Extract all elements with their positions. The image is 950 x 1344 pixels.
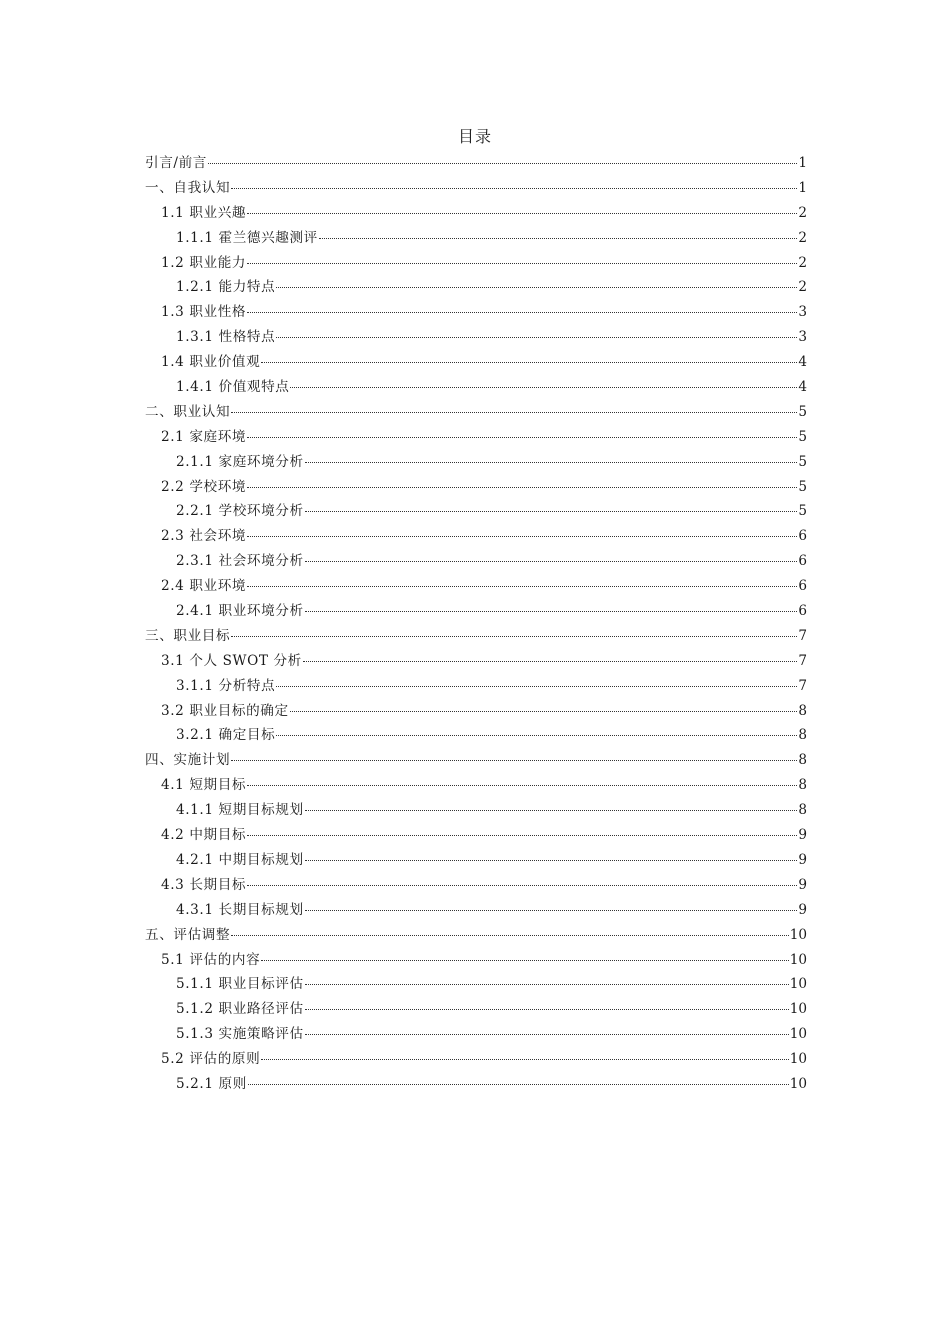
dot-leader	[290, 373, 797, 388]
toc-entry-label: 5.2 评估的原则	[161, 1051, 261, 1068]
dot-leader	[247, 522, 797, 537]
toc-entry-label: 三、职业目标	[145, 627, 231, 644]
toc-entry-page-number: 3	[798, 329, 807, 346]
toc-entry-label: 1.1 职业兴趣	[161, 204, 247, 221]
toc-entry-page-number: 10	[789, 976, 807, 993]
dot-leader	[261, 1045, 788, 1060]
dot-leader	[305, 448, 798, 463]
toc-entry-label: 1.4 职业价值观	[161, 354, 261, 371]
toc-entry-page-number: 7	[798, 652, 807, 669]
toc-entry-label: 引言/前言	[145, 155, 207, 171]
toc-entry-label: 2.1.1 家庭环境分析	[176, 453, 304, 470]
toc-entry-page-number: 6	[798, 578, 807, 595]
toc-entry-label: 4.2 中期目标	[161, 827, 247, 844]
toc-entry-page-number: 7	[798, 677, 807, 694]
toc-entry-label: 2.4.1 职业环境分析	[176, 603, 304, 620]
toc-entry-page-number: 9	[798, 851, 807, 868]
toc-entry-page-number: 2	[798, 204, 807, 221]
toc-entry-page-number: 2	[798, 279, 807, 296]
toc-entry-page-number: 6	[798, 603, 807, 620]
toc-entry-page-number: 9	[798, 901, 807, 918]
toc-entry-label: 5.1 评估的内容	[161, 951, 261, 968]
dot-leader	[276, 672, 797, 687]
toc-entry-page-number: 6	[798, 553, 807, 570]
dot-leader	[247, 473, 797, 488]
dot-leader	[231, 398, 797, 413]
dot-leader	[231, 921, 789, 936]
toc-entry-page-number: 10	[789, 951, 807, 968]
dot-leader	[276, 323, 797, 338]
toc-entry-page-number: 8	[798, 777, 807, 794]
toc-entry-label: 2.1 家庭环境	[161, 428, 247, 445]
toc-entry-label: 1.2.1 能力特点	[176, 279, 276, 296]
toc-entry-page-number: 2	[798, 229, 807, 246]
toc-entry-page-number: 8	[798, 802, 807, 819]
toc-entry-label: 1.1.1 霍兰德兴趣测评	[176, 229, 318, 246]
dot-leader	[248, 1070, 789, 1085]
toc-entry-label: 2.2 学校环境	[161, 478, 247, 495]
toc-entry-label: 1.2 职业能力	[161, 254, 247, 271]
dot-leader	[247, 771, 797, 786]
toc-entry-label: 2.3.1 社会环境分析	[176, 553, 304, 570]
toc-entry-label: 1.3 职业性格	[161, 304, 247, 321]
toc-entry-page-number: 10	[789, 1075, 807, 1092]
table-of-contents	[145, 152, 807, 1098]
dot-leader	[231, 174, 797, 189]
dot-leader	[247, 249, 797, 264]
dot-leader	[247, 199, 797, 214]
toc-entry[interactable]	[145, 1073, 807, 1098]
toc-entry-label: 五、评估调整	[145, 926, 231, 943]
dot-leader	[276, 273, 797, 288]
toc-entry-label: 二、职业认知	[145, 403, 231, 420]
dot-leader	[305, 796, 798, 811]
toc-entry-page-number: 3	[798, 304, 807, 321]
toc-entry-page-number: 7	[798, 627, 807, 644]
toc-entry-label: 5.1.2 职业路径评估	[176, 1001, 304, 1018]
dot-leader	[305, 1020, 789, 1035]
toc-entry-label: 5.1.3 实施策略评估	[176, 1026, 304, 1043]
toc-entry-page-number: 8	[798, 752, 807, 769]
toc-entry-label: 4.2.1 中期目标规划	[176, 851, 304, 868]
dot-leader	[208, 149, 797, 164]
toc-entry-label: 一、自我认知	[145, 179, 231, 196]
dot-leader	[261, 348, 797, 363]
dot-leader	[305, 995, 789, 1010]
toc-entry-page-number: 10	[789, 1026, 807, 1043]
toc-entry-label: 四、实施计划	[145, 752, 231, 769]
toc-entry-label: 2.3 社会环境	[161, 528, 247, 545]
dot-leader	[319, 224, 797, 239]
toc-entry-page-number: 4	[798, 354, 807, 371]
toc-entry-page-number: 1	[798, 155, 807, 171]
dot-leader	[231, 622, 797, 637]
toc-entry-page-number: 9	[798, 827, 807, 844]
dot-leader	[305, 547, 798, 562]
toc-entry-label: 3.2.1 确定目标	[176, 727, 276, 744]
toc-title: 目录	[457, 127, 492, 146]
dot-leader	[261, 946, 788, 961]
dot-leader	[247, 821, 797, 836]
toc-entry-page-number: 8	[798, 702, 807, 719]
toc-entry-page-number: 10	[789, 1051, 807, 1068]
dot-leader	[305, 846, 798, 861]
toc-entry-page-number: 2	[798, 254, 807, 271]
dot-leader	[247, 572, 797, 587]
dot-leader	[303, 647, 797, 662]
toc-entry-label: 1.4.1 价值观特点	[176, 379, 290, 396]
toc-entry-label: 3.1.1 分析特点	[176, 677, 276, 694]
toc-entry-label: 1.3.1 性格特点	[176, 329, 276, 346]
dot-leader	[247, 871, 797, 886]
dot-leader	[276, 721, 797, 736]
dot-leader	[305, 497, 798, 512]
toc-entry-page-number: 5	[798, 403, 807, 420]
toc-entry-label: 3.1 个人 SWOT 分析	[161, 652, 302, 669]
toc-entry-page-number: 6	[798, 528, 807, 545]
toc-entry-page-number: 5	[798, 453, 807, 470]
toc-entry-page-number: 10	[789, 1001, 807, 1018]
toc-entry-label: 5.1.1 职业目标评估	[176, 976, 304, 993]
dot-leader	[247, 423, 797, 438]
dot-leader	[305, 597, 798, 612]
toc-entry-page-number: 5	[798, 503, 807, 520]
toc-entry-page-number: 4	[798, 379, 807, 396]
dot-leader	[305, 896, 798, 911]
toc-entry-page-number: 1	[798, 179, 807, 196]
toc-entry-label: 4.1.1 短期目标规划	[176, 802, 304, 819]
toc-entry-label: 4.3 长期目标	[161, 876, 247, 893]
toc-entry-page-number: 5	[798, 478, 807, 495]
toc-entry-page-number: 5	[798, 428, 807, 445]
toc-entry-page-number: 10	[789, 926, 807, 943]
dot-leader	[231, 746, 797, 761]
dot-leader	[305, 970, 789, 985]
toc-entry-page-number: 9	[798, 876, 807, 893]
dot-leader	[290, 697, 798, 712]
toc-entry-label: 5.2.1 原则	[176, 1075, 247, 1092]
toc-entry-label: 2.2.1 学校环境分析	[176, 503, 304, 520]
toc-entry-label: 2.4 职业环境	[161, 578, 247, 595]
toc-entry-label: 4.1 短期目标	[161, 777, 247, 794]
toc-entry-label: 4.3.1 长期目标规划	[176, 901, 304, 918]
toc-entry-label: 3.2 职业目标的确定	[161, 702, 289, 719]
toc-entry-page-number: 8	[798, 727, 807, 744]
dot-leader	[247, 298, 797, 313]
